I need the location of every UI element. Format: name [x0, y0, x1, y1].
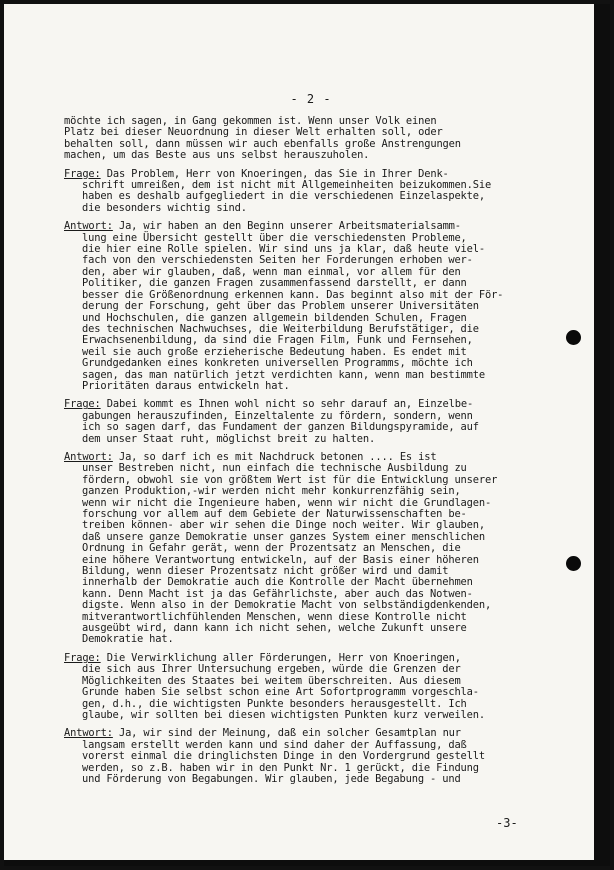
line-text: Möglichkeiten des Staates bei weitem überschreiten. Aus diesem — [82, 674, 461, 687]
line-text: Ordnung in Gefahr gerät, wenn der Prozentsatz an Menschen, die — [82, 542, 461, 555]
line-text: gabungen herauszufinden, Einzeltalente zu fördern, sondern, wenn — [82, 409, 473, 422]
scan-edge-bottom — [4, 860, 610, 866]
line-text: Demokratie hat. — [82, 633, 174, 646]
line-text: Dabei kommt es Ihnen wohl nicht so sehr darauf an, Einzelbe- — [100, 398, 474, 411]
line-text: gen, d.h., die wichtigsten Punkte besonders herausgestellt. Ich — [82, 697, 467, 710]
speaker-label: Antwort: — [64, 450, 113, 463]
scan-edge-right — [594, 4, 610, 866]
text-line — [64, 774, 540, 785]
line-text: möchte ich sagen, in Gang gekommen ist. Wenn unser Volk einen — [64, 115, 437, 127]
line-text: Die Verwirklichung aller Förderungen, Herr von Knoeringen, — [100, 651, 461, 664]
transcript-body — [64, 116, 540, 792]
line-text: kann. Denn Macht ist ja das Gefährlichste, aber auch das Notwen- — [82, 587, 473, 600]
text-line — [64, 150, 540, 161]
line-text: innerhalb der Demokratie auch die Kontrolle der Macht übernehmen — [82, 576, 473, 589]
line-text: forschung vor allem auf dem Gebiete der Naturwissenschaften be- — [82, 508, 467, 520]
line-text: besser die Größenordnung erkennen kann. Das beginnt also mit der För- — [82, 288, 504, 301]
dialogue-block — [64, 221, 540, 392]
dialogue-block — [64, 452, 540, 646]
text-line — [64, 381, 540, 392]
line-text: fach von den verschiedensten Seiten her Forderungen erhoben wer- — [82, 254, 473, 267]
line-text: die besonders wichtig sind. — [82, 201, 247, 214]
line-text: Politiker, die ganzen Fragen zusammenfassend darstellt, er dann — [82, 277, 467, 290]
text-line — [64, 710, 540, 721]
line-text: werden, so z.B. haben wir in den Punkt Nr. 1 gerückt, die Findung — [82, 761, 479, 774]
line-text: Ja, so darf ich es mit Nachdruck betonen .... Es ist — [112, 450, 437, 463]
line-text: langsam erstellt werden kann und sind daher der Auffassung, daß — [82, 738, 467, 751]
line-text: ganzen Produktion,-wir werden nicht mehr konkurrenzfähig sein, — [82, 485, 461, 498]
line-text: fördern, obwohl sie von größtem Wert ist für die Entwicklung unserer — [82, 473, 498, 486]
line-text: sagen, das man natürlich jetzt verdichten kann, wenn man bestimmte — [82, 368, 485, 381]
line-text: und Förderung von Begabungen. Wir glauben, jede Begabung - und — [82, 772, 461, 785]
punch-hole — [566, 330, 581, 345]
speaker-label: Frage: — [64, 651, 101, 664]
line-text: Grunde haben Sie selbst schon eine Art Sofortprogramm vorgeschla- — [82, 686, 479, 699]
line-text: Erwachsenenbildung, da sind die Fragen Film, Funk und Fernsehen, — [82, 334, 473, 347]
text-line — [64, 634, 540, 645]
line-text: dem unser Staat ruht, möglichst breit zu halten. — [82, 432, 376, 445]
line-text: digste. Wenn also in der Demokratie Macht von selbständigdenkenden, — [82, 599, 492, 612]
next-page-mark: -3- — [496, 816, 518, 830]
line-text: und Hochschulen, die ganzen allgemein bildenden Schulen, Fragen — [82, 311, 467, 324]
line-text: Ja, wir sind der Meinung, daß ein solcher Gesamtplan nur — [112, 727, 461, 740]
dialogue-block — [64, 653, 540, 721]
line-text: vorerst einmal die dringlichsten Dinge in den Vordergrund gestellt — [82, 750, 485, 763]
line-text: ich so sagen darf, das Fundament der ganzen Bildungspyramide, auf — [82, 421, 479, 434]
line-text: lung eine Übersicht gestellt über die verschiedensten Probleme, — [82, 231, 467, 244]
text-line — [64, 203, 540, 214]
line-text: derung der Forschung, geht über das Problem unserer Universitäten — [82, 300, 479, 313]
line-text: behalten soll, dann müssen wir auch ebenfalls große Anstrengungen — [64, 137, 461, 150]
line-text: treiben können- aber wir sehen die Dinge noch weiter. Wir glauben, — [82, 519, 485, 532]
punch-hole — [566, 556, 581, 571]
line-text: eine höhere Verantwortung entwickeln, auf der Basis einer höheren — [82, 553, 479, 566]
line-text: unser Bestreben nicht, nun einfach die technische Ausbildung zu — [82, 462, 467, 475]
line-text: machen, um das Beste aus uns selbst herauszuholen. — [64, 149, 370, 162]
line-text: glaube, wir sollten bei diesen wichtigsten Punkten kurz verweilen. — [82, 708, 485, 721]
dialogue-block — [64, 169, 540, 215]
line-text: die sich aus Ihrer Untersuchung ergeben, würde die Grenzen der — [82, 663, 461, 676]
line-text: mitverantwortlichfühlenden Menschen, wenn diese Kontrolle nicht — [82, 610, 467, 623]
line-text: Platz bei dieser Neuordnung in dieser Welt erhalten soll, oder — [64, 126, 443, 139]
text-line — [64, 434, 540, 445]
dialogue-block — [64, 728, 540, 785]
line-text: Bildung, wenn dieser Prozentsatz nicht größer wird und damit — [82, 565, 449, 578]
speaker-label: Antwort: — [64, 727, 113, 740]
speaker-label: Frage: — [64, 398, 101, 411]
line-text: Ja, wir haben an den Beginn unserer Arbeitsmaterialsamm- — [112, 220, 461, 233]
line-text: weil sie auch große erzieherische Bedeutung haben. Es endet mit — [82, 345, 467, 358]
line-text: Grundgedanken eines konkreten universellen Programms, möchte ich — [82, 357, 473, 370]
line-text: haben es deshalb aufgegliedert in die verschiedenen Einzelaspekte, — [82, 190, 485, 203]
line-text: wenn wir nicht die Ingenieure haben, wenn wir nicht die Grundlagen- — [82, 496, 492, 509]
line-text: daß unsere ganze Demokratie unser ganzes System einer menschlichen — [82, 530, 485, 543]
page-number: - 2 - — [290, 92, 332, 106]
line-text: Prioritäten daraus entwickeln hat. — [82, 379, 290, 392]
line-text: des technischen Nachwuchses, die Weiterbildung Berufstätiger, die — [82, 322, 479, 335]
line-text: schrift umreißen, dem ist nicht mit Allgemeinheiten beizukommen.Sie — [82, 179, 492, 192]
line-text: die hier eine Rolle spielen. Wir sind uns ja klar, daß heute viel- — [82, 243, 485, 256]
line-text: ausgeübt wird, dann kann ich nicht sehen, welche Zukunft unsere — [82, 622, 467, 635]
paragraph — [64, 116, 540, 162]
speaker-label: Frage: — [64, 167, 101, 180]
line-text: den, aber wir glauben, daß, wenn man einmal, vor allem für den — [82, 265, 461, 278]
dialogue-block — [64, 399, 540, 445]
line-text: Das Problem, Herr von Knoeringen, das Sie in Ihrer Denk- — [100, 167, 449, 180]
speaker-label: Antwort: — [64, 220, 113, 233]
